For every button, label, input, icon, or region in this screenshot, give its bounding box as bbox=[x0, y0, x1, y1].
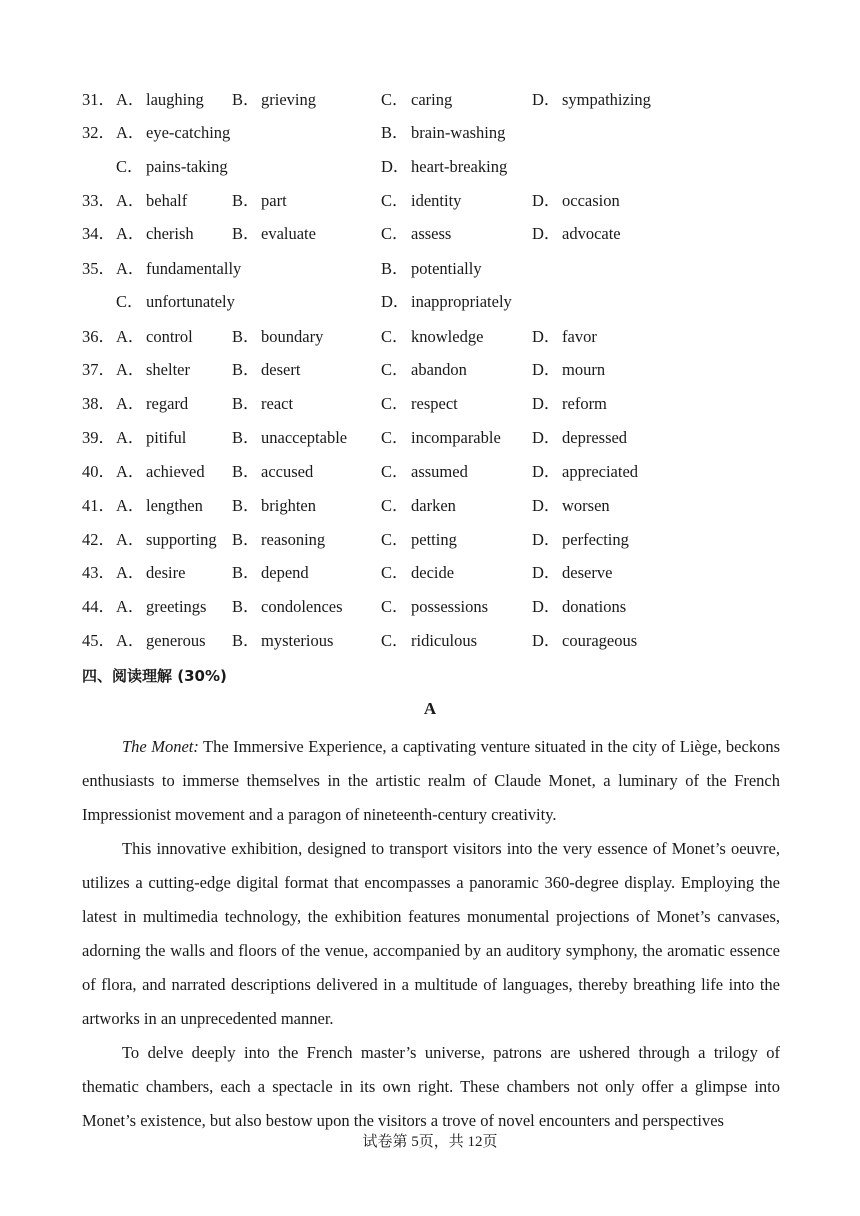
passage-title: A bbox=[423, 699, 437, 718]
option-d-text: heart-breaking bbox=[411, 157, 508, 176]
option-label-a: A． bbox=[116, 360, 145, 379]
question-number: 40． bbox=[82, 462, 115, 481]
page-footer: 试卷第 5页，共 12页 bbox=[362, 1134, 498, 1150]
option-label-b: B． bbox=[381, 259, 409, 278]
option-a-text: achieved bbox=[146, 462, 205, 481]
option-b-text: condolences bbox=[261, 597, 343, 616]
option-d-text: worsen bbox=[562, 496, 610, 515]
reading-passage bbox=[82, 730, 780, 1138]
question-number: 33． bbox=[82, 191, 115, 210]
option-a-text: behalf bbox=[146, 191, 188, 210]
option-d-text: donations bbox=[562, 597, 627, 616]
option-c-text: pains-taking bbox=[146, 157, 228, 176]
question-number: 36． bbox=[82, 327, 115, 346]
option-label-d: D． bbox=[532, 327, 561, 346]
option-label-d: D． bbox=[532, 530, 561, 549]
question-number: 44． bbox=[82, 597, 115, 616]
option-label-a: A． bbox=[116, 90, 145, 109]
option-label-a: A． bbox=[116, 123, 145, 142]
option-label-d: D． bbox=[532, 597, 561, 616]
option-label-d: D． bbox=[532, 428, 561, 447]
option-label-c: C． bbox=[381, 563, 409, 582]
option-c-text: incomparable bbox=[411, 428, 501, 447]
option-a-text: fundamentally bbox=[146, 259, 242, 278]
option-label-b: B． bbox=[232, 360, 260, 379]
option-label-b: B． bbox=[232, 327, 260, 346]
option-label-b: B． bbox=[232, 530, 260, 549]
question-number: 38． bbox=[82, 394, 115, 413]
option-label-c: C． bbox=[381, 496, 409, 515]
option-label-c: C． bbox=[116, 292, 144, 311]
option-a-text: desire bbox=[146, 563, 186, 582]
option-b-text: accused bbox=[261, 462, 314, 481]
option-d-text: inappropriately bbox=[411, 292, 512, 311]
question-number: 34． bbox=[82, 224, 115, 243]
option-a-text: supporting bbox=[146, 530, 217, 549]
option-label-c: C． bbox=[381, 224, 409, 243]
option-label-b: B． bbox=[232, 563, 260, 582]
option-label-b: B． bbox=[232, 597, 260, 616]
option-label-c: C． bbox=[116, 157, 144, 176]
passage-paragraph-3: To delve deeply into the French master’s universe, patrons are ushered through a trilogy of thematic chambers, each a spectacle in its own right. These chambers not only offer a glimpse into Monet’s existence, but also bestow upon the visitors a trove of novel encounters and perspectives bbox=[82, 1043, 780, 1130]
question-number: 39． bbox=[82, 428, 115, 447]
option-label-b: B． bbox=[232, 496, 260, 515]
option-c-text: respect bbox=[411, 394, 458, 413]
option-a-text: generous bbox=[146, 631, 206, 650]
option-c-text: knowledge bbox=[411, 327, 484, 346]
option-a-text: control bbox=[146, 327, 193, 346]
option-label-a: A． bbox=[116, 530, 145, 549]
option-label-c: C． bbox=[381, 462, 409, 481]
option-label-a: A． bbox=[116, 394, 145, 413]
option-label-d: D． bbox=[532, 394, 561, 413]
option-label-c: C． bbox=[381, 327, 409, 346]
option-label-c: C． bbox=[381, 428, 409, 447]
option-label-a: A． bbox=[116, 563, 145, 582]
option-d-text: courageous bbox=[562, 631, 638, 650]
option-a-text: regard bbox=[146, 394, 189, 413]
option-label-d: D． bbox=[532, 631, 561, 650]
question-number: 45． bbox=[82, 631, 115, 650]
option-label-a: A． bbox=[116, 259, 145, 278]
option-label-b: B． bbox=[232, 462, 260, 481]
option-c-text: assess bbox=[411, 224, 452, 243]
option-d-text: depressed bbox=[562, 428, 628, 447]
option-b-text: desert bbox=[261, 360, 301, 379]
option-c-text: ridiculous bbox=[411, 631, 477, 650]
option-d-text: deserve bbox=[562, 563, 613, 582]
option-b-text: brain-washing bbox=[411, 123, 506, 142]
option-label-a: A． bbox=[116, 191, 145, 210]
option-label-b: B． bbox=[232, 191, 260, 210]
option-b-text: brighten bbox=[261, 496, 316, 515]
option-b-text: reasoning bbox=[261, 530, 326, 549]
option-label-c: C． bbox=[381, 530, 409, 549]
option-label-b: B． bbox=[232, 631, 260, 650]
option-label-d: D． bbox=[532, 90, 561, 109]
option-d-text: sympathizing bbox=[562, 90, 651, 109]
option-label-c: C． bbox=[381, 394, 409, 413]
option-label-a: A． bbox=[116, 631, 145, 650]
option-label-c: C． bbox=[381, 631, 409, 650]
option-a-text: laughing bbox=[146, 90, 204, 109]
question-number: 42． bbox=[82, 530, 115, 549]
option-b-text: depend bbox=[261, 563, 309, 582]
passage-paragraph-1 bbox=[82, 730, 780, 832]
question-number: 37． bbox=[82, 360, 115, 379]
passage-paragraph-2: This innovative exhibition, designed to transport visitors into the very essence of Monet’s oeuvre, utilizes a cutting-edge digital format that encompasses a panoramic 360-degree display. Employing the latest in multimedia technology, the exhibition features monumental projections of Monet’s canvases, adorning the walls and floors of the venue, accompanied by an auditory symphony, the aromatic essence of flora, and narrated descriptions delivered in a multitude of languages, thereby breathing life into the artworks in an unprecedented manner. bbox=[82, 839, 780, 1028]
paragraph-1-text: The Immersive Experience, a captivating venture situated in the city of Liège, beckons enthusiasts to immerse themselves in the artistic realm of Claude Monet, a luminary of the French Impressionist movement and a paragon of nineteenth-century creativity. bbox=[82, 737, 780, 824]
option-b-text: mysterious bbox=[261, 631, 334, 650]
option-label-b: B． bbox=[232, 394, 260, 413]
option-label-a: A． bbox=[116, 224, 145, 243]
option-c-text: identity bbox=[411, 191, 462, 210]
option-b-text: evaluate bbox=[261, 224, 316, 243]
question-number: 32． bbox=[82, 123, 115, 142]
option-label-d: D． bbox=[532, 496, 561, 515]
option-label-b: B． bbox=[232, 224, 260, 243]
option-d-text: reform bbox=[562, 394, 607, 413]
option-a-text: eye-catching bbox=[146, 123, 231, 142]
option-d-text: appreciated bbox=[562, 462, 639, 481]
option-label-b: B． bbox=[381, 123, 409, 142]
option-b-text: react bbox=[261, 394, 294, 413]
option-label-a: A． bbox=[116, 496, 145, 515]
option-d-text: perfecting bbox=[562, 530, 629, 549]
option-label-d: D． bbox=[381, 157, 410, 176]
option-a-text: greetings bbox=[146, 597, 207, 616]
option-b-text: grieving bbox=[261, 90, 316, 109]
option-label-a: A． bbox=[116, 462, 145, 481]
option-label-a: A． bbox=[116, 597, 145, 616]
option-b-text: part bbox=[261, 191, 287, 210]
option-a-text: cherish bbox=[146, 224, 194, 243]
option-b-text: boundary bbox=[261, 327, 324, 346]
section-heading: 四、阅读理解 (30%) bbox=[82, 667, 227, 685]
option-d-text: occasion bbox=[562, 191, 620, 210]
option-b-text: unacceptable bbox=[261, 428, 348, 447]
option-b-text: potentially bbox=[411, 259, 482, 278]
option-d-text: mourn bbox=[562, 360, 606, 379]
option-c-text: possessions bbox=[411, 597, 489, 616]
option-c-text: unfortunately bbox=[146, 292, 235, 311]
option-a-text: shelter bbox=[146, 360, 190, 379]
option-c-text: assumed bbox=[411, 462, 468, 481]
option-label-c: C． bbox=[381, 191, 409, 210]
option-label-d: D． bbox=[532, 360, 561, 379]
question-number: 35． bbox=[82, 259, 115, 278]
option-label-b: B． bbox=[232, 90, 260, 109]
option-c-text: abandon bbox=[411, 360, 467, 379]
option-a-text: lengthen bbox=[146, 496, 203, 515]
question-number: 43． bbox=[82, 563, 115, 582]
option-c-text: decide bbox=[411, 563, 455, 582]
option-label-a: A． bbox=[116, 327, 145, 346]
option-label-d: D． bbox=[381, 292, 410, 311]
option-label-c: C． bbox=[381, 90, 409, 109]
option-label-c: C． bbox=[381, 360, 409, 379]
option-a-text: pitiful bbox=[146, 428, 187, 447]
option-c-text: petting bbox=[411, 530, 457, 549]
option-label-a: A． bbox=[116, 428, 145, 447]
option-label-b: B． bbox=[232, 428, 260, 447]
option-c-text: caring bbox=[411, 90, 453, 109]
question-number: 31． bbox=[82, 90, 115, 109]
option-label-c: C． bbox=[381, 597, 409, 616]
option-label-d: D． bbox=[532, 191, 561, 210]
option-d-text: advocate bbox=[562, 224, 621, 243]
option-label-d: D． bbox=[532, 224, 561, 243]
option-label-d: D． bbox=[532, 462, 561, 481]
option-c-text: darken bbox=[411, 496, 456, 515]
question-number: 41． bbox=[82, 496, 115, 515]
passage-title-italic: The Monet: bbox=[122, 737, 199, 756]
option-label-d: D． bbox=[532, 563, 561, 582]
option-d-text: favor bbox=[562, 327, 597, 346]
